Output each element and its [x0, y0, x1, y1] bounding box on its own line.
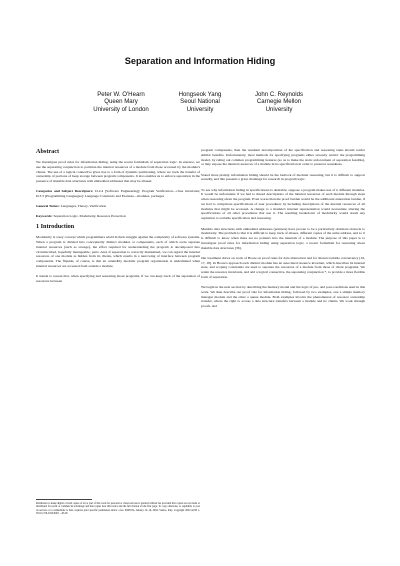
intro-paragraph-2: It stands to reason that, when specifying and reasoning about programs, if we can keep track of the separation of resources between [36, 274, 200, 283]
author-affiliation: University [186, 105, 214, 113]
abstract-text: We investigate proof rules for information hiding, using the recent formalism of separation logic. In essence, we use the separating conjunction to partition the internal resources of a module from those accessed by the module's clients. The use of a logical connective gives rise to a form of dynamic partitioning, where we track the transfer of ownership of portions of heap storage between program components. It also enables us to enforce separation in the presence of mutable data structures with embedded addresses that may be aliased. [36, 160, 200, 183]
author-name: Peter W. O'Hearn [97, 91, 145, 98]
terms-line [36, 204, 200, 209]
intro-paragraph-1: Modularity is a key concept which programmers wield in their struggle against the complexity of software systems. When a program is divided into conceptually distinct modules or components, each of which owns separate internal resources (such as storage), the effort required for understanding the program is decomposed into circumscribed, hopefully manageable, parts. And, if separation is correctly maintained, we can regard the internal resources of one module as hidden from its clients, which results in a narrowing of interface between program components. The flipside, of course, is that an ostensibly modular program organization is undermined when internal resources are accessed from outside a module. [36, 235, 201, 268]
author-name: John C. Reynolds [254, 91, 304, 98]
categories-label: Categories and Subject Descriptors: [36, 189, 94, 194]
paper-title: Separation and Information Hiding [124, 56, 276, 66]
body-paragraph: Stated more plainly, information hiding should be the bedrock of modular reasoning, but it is difficult to support soundly, and this presents a great challenge for research in program logic. [201, 172, 365, 182]
terms-text: Languages, Theory, Verification [60, 203, 107, 208]
body-paragraph: Our treatment draws on work of Hoare on proof rules for data abstraction and for shared-variable concurrency [16, 17, 18]. In Hoare's approach each distinct module has an associated resource invariant, which describes its internal state, and scoping constraints are used to separate the resources of a module from those of client programs. We retain the resource invariants, and add a logical connective, the separating conjunction *, to provide a more flexible form of separation. [201, 255, 365, 279]
body-paragraph: We begin in the next section by describing the memory model and the logic of pre- and post-conditions used in this work. We then describe our proof rule for information hiding, followed by two examples, one a simple memory manager module and the other a queue module. Both examples involve the phenomenon of resource ownership transfer, where the right to access a data structure transfers between a module and its clients. We work through proofs, and [201, 285, 365, 309]
terms-label: General Terms: [36, 203, 60, 208]
body-paragraph: Mutable data structures with embedded addresses (pointers) have proven to be a particularly obstinate obstacle to modularity. The problem is that it is difficult to keep track of aliases, different copies of the same address, and so it is difficult to know when there are no pointers into the internals of a module. The purpose of this paper is to investigate proof rules for information hiding using separation logic, a recent formalism for reasoning about mutable data structures [36]. [201, 226, 365, 250]
keywords-label: Keywords: [36, 213, 53, 218]
author-affiliation: Seoul National [180, 98, 220, 106]
body-paragraph: To see why information hiding in specifications is desirable, suppose a program makes use of n different modules. It would be unfortunate if we had to thread descriptions of the internal resources of each module through steps when reasoning about the program. Even worse than the proof burden would be the additional annotation burden, if we had to complicate specifications of user procedures by including descriptions of the internal resources of all modules that might be accessed. A change to a module's internal representation would necessitate altering the specifications of all other procedures that use it. The resulting breakdown of modularity would doom any aspiration to scalable specification and reasoning. [201, 187, 365, 221]
author-affiliation: Carnegie Mellon [256, 98, 302, 106]
body-paragraph: program components, then the resultant decomposition of the specification and reasoning tasks should confer similar benefits. Unfortunately, most methods for specifying programs either severely restrict the programming model, by ruling out common programming features (so as to make the static enforcement of separation feasible), or they expose the internal resources of a module in its specification in order to preserve soundness. [201, 148, 365, 167]
copyright-footnote: Permission to make digital or hard copies of all or part of this work for personal or classroom use is granted without fee provided that copies are not made or distributed for profit or commercial advantage and that copies bear this notice and the full citation on the first page. To copy otherwise, to republish, to post on servers or to redistribute to lists, requires prior specific permission and/or a fee. POPL'04, January 14–16, 2004, Venice, Italy. Copyright 2004 ACM 1-58113-729-X/04/0001 ...$5.00 [36, 502, 200, 516]
author-affiliation: Queen Mary [104, 98, 138, 106]
keywords-text: Separation Logic, Modularity, Resource Protection [53, 213, 126, 218]
introduction-heading: 1 Introduction [36, 223, 75, 231]
author-name: Hongseok Yang [178, 91, 222, 98]
right-column [201, 148, 365, 315]
keywords-line [36, 214, 200, 219]
left-column [36, 148, 200, 289]
author-affiliation: University [265, 105, 293, 113]
abstract-heading: Abstract [36, 148, 60, 155]
author-3 [224, 91, 334, 113]
categories-line [36, 189, 200, 199]
author-affiliation: University of London [93, 105, 149, 113]
categories-text: D.2.4 [Software Engineering]: Program Verification—class invariants; D.3.3 [Programming Languages]: Language Constructs and Features—modules, packages [36, 189, 200, 199]
footnote-rule [36, 499, 92, 500]
